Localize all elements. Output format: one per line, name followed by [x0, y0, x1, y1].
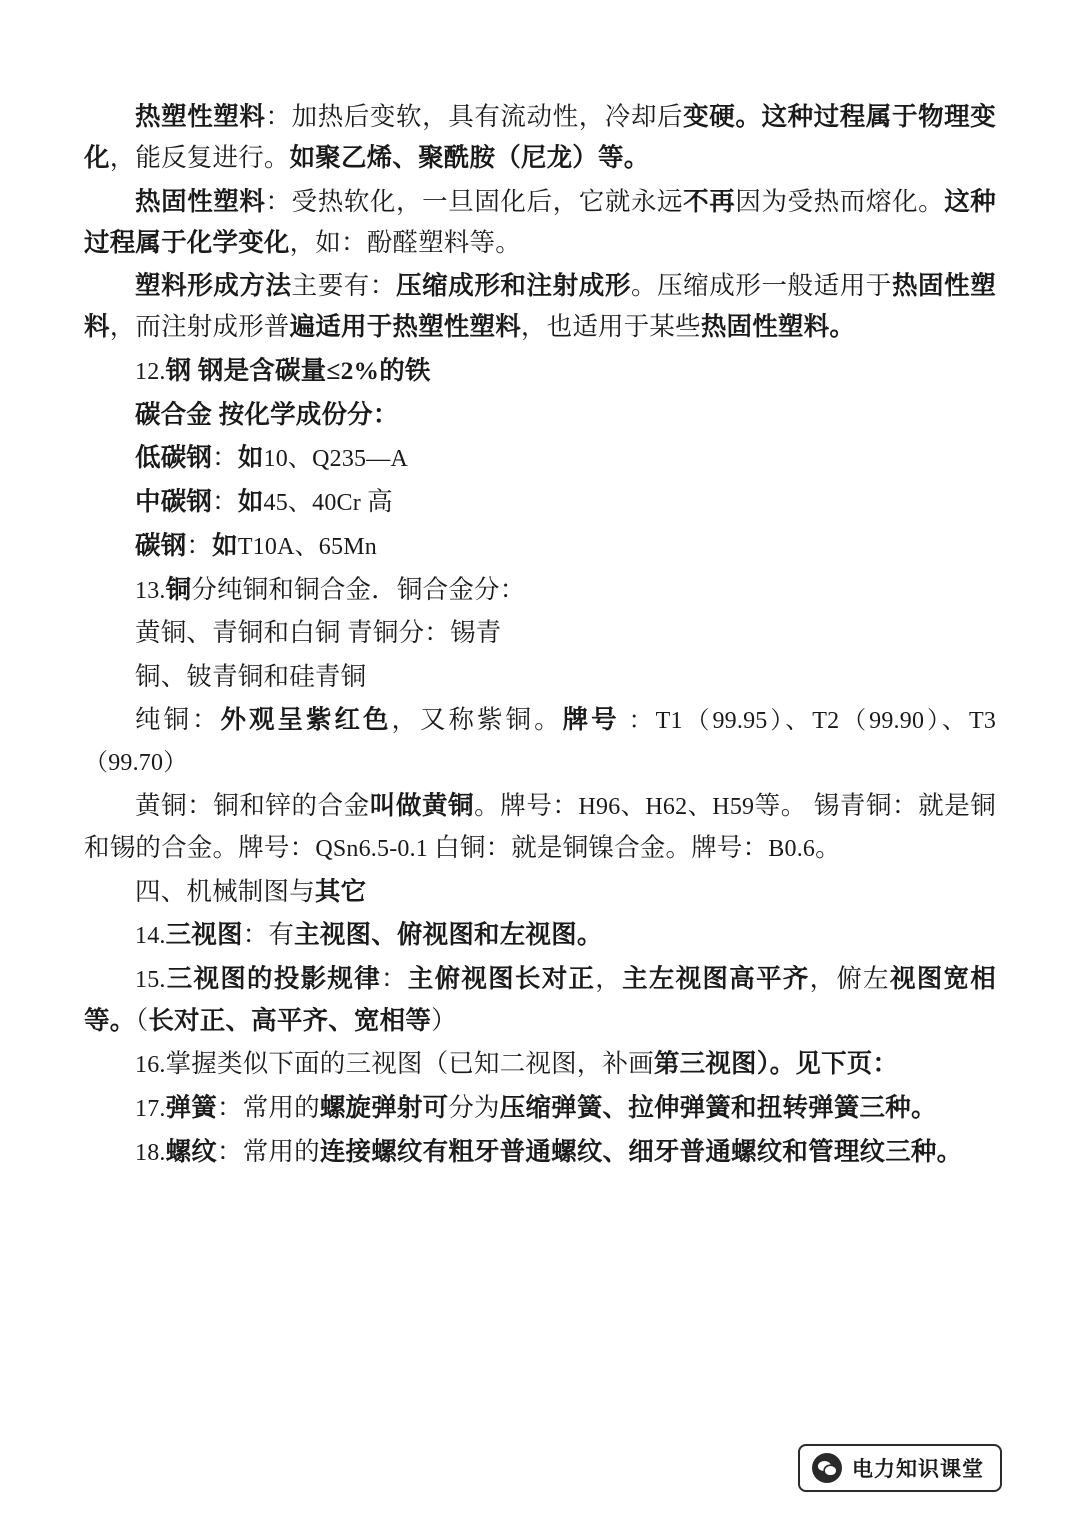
paragraph-p-17: [84, 1087, 996, 1129]
text-run: 17.: [135, 1095, 166, 1122]
text-run: 低碳钢: [135, 442, 213, 472]
text-run: 主视图、俯视图和左视图。: [294, 919, 603, 949]
text-run: 45、40Cr: [263, 489, 368, 516]
text-run: ：: [380, 963, 408, 993]
paragraph-p-brass-bronze: [84, 612, 996, 653]
text-run: 外观呈紫红色: [220, 705, 392, 735]
text-run: 中碳钢: [135, 486, 213, 516]
text-run: ，又称紫铜。: [391, 705, 563, 735]
text-run: 牌号: [562, 705, 620, 735]
text-run: H96、H62、H59: [578, 793, 755, 820]
text-run: ，而注射成形普: [109, 312, 290, 342]
text-run: 钢 钢是含碳量≤2%的铁: [165, 355, 431, 385]
text-run: 如: [237, 486, 264, 516]
text-run: 热固性塑料: [84, 271, 996, 342]
text-run: 分为: [448, 1092, 500, 1122]
text-run: 15.: [135, 966, 166, 993]
text-run: 这种过程属于化学变化: [84, 186, 997, 257]
text-run: ，能反复进行。: [109, 143, 290, 173]
paragraph-p-bronze2: [84, 656, 996, 697]
text-run: 弹簧: [165, 1092, 218, 1122]
paragraph-p-section4: [84, 871, 996, 912]
text-run: 遍适用于热塑性塑料: [289, 312, 521, 342]
text-run: 不再: [683, 186, 736, 216]
text-run: 黄铜、青铜和白铜 青铜分: [135, 618, 425, 648]
text-run: ，如：酚醛塑料等。: [289, 227, 521, 257]
text-run: ）: [431, 1005, 457, 1035]
text-run: ：受热软化，一旦固化后，它就永远: [265, 186, 684, 216]
text-run: 。牌号：: [474, 790, 579, 820]
text-run: ，也适用于某些: [520, 312, 701, 342]
text-run: 压缩弹簧、拉伸弹簧和扭转弹簧三种。: [499, 1092, 937, 1122]
text-run: QSn6.5-0.1: [315, 835, 435, 862]
text-run: 白铜：就是铜镍合金。牌号：: [434, 832, 769, 862]
text-run: 三视图的投影规律: [165, 963, 381, 993]
text-run: 碳合金 按化学成份分：: [135, 399, 399, 429]
text-run: 掌握类似下面的三视图（已知二视图，补画: [165, 1048, 654, 1078]
text-run: ：常用的: [217, 1092, 320, 1122]
text-run: 叫做黄铜: [369, 790, 475, 820]
text-run: 高: [367, 486, 393, 516]
paragraph-p-15: [84, 958, 996, 1041]
text-run: ：: [186, 530, 213, 560]
text-run: 热固性塑料: [135, 186, 266, 216]
text-run: 纯铜：: [135, 705, 221, 735]
text-run: ：: [212, 486, 238, 516]
wechat-account-name: 电力知识课堂: [852, 1458, 984, 1481]
text-run: 如聚乙烯、聚酰胺（尼龙）等。: [289, 143, 650, 173]
text-run: 其它: [314, 876, 367, 906]
text-run: 。压缩成形一般适用于: [630, 271, 892, 301]
text-run: 主俯视图长对正: [407, 963, 596, 993]
text-run: 铜: [165, 574, 192, 604]
text-run: ：T1（99.95）、T2（99.90）、T3（99.70）: [84, 708, 997, 776]
text-run: 如: [237, 442, 264, 472]
text-run: 13.: [135, 577, 166, 604]
text-run: 主要有：: [291, 271, 397, 301]
text-run: 分纯铜和铜合金．铜合金分：: [191, 574, 526, 604]
paragraph-p-13-copper: [84, 569, 996, 611]
text-run: 如: [212, 530, 238, 560]
text-run: 因为受热而熔化。: [735, 186, 945, 216]
paragraph-p-14: [84, 914, 996, 956]
text-run: 。: [815, 832, 841, 862]
text-run: 压缩成形和注射成形: [396, 271, 631, 301]
document-body: [84, 96, 996, 1173]
paragraph-p-mid-carbon: [84, 481, 996, 523]
text-run: B0.6: [768, 835, 816, 862]
text-run: 螺旋弹射可: [319, 1092, 449, 1122]
text-run: ：有: [242, 919, 295, 949]
wechat-account-badge: [798, 1444, 1002, 1492]
text-run: 碳钢: [135, 530, 187, 560]
text-run: ：锡青: [424, 618, 502, 648]
text-run: 长对正、高平齐、宽相等: [148, 1005, 432, 1035]
text-run: T10A、65Mn: [237, 533, 377, 560]
text-run: ：常用的: [217, 1136, 320, 1166]
paragraph-p-low-carbon: [84, 437, 996, 479]
text-run: 四、机械制图与: [135, 876, 315, 906]
paragraph-p-18: [84, 1131, 996, 1173]
paragraph-p-thermoset: [84, 181, 996, 264]
text-run: 10、Q235—A: [263, 445, 408, 472]
paragraph-p-12-steel: [84, 350, 996, 392]
text-run: 14.: [135, 922, 166, 949]
text-run: ，: [595, 963, 623, 993]
text-run: 18.: [135, 1139, 166, 1166]
paragraph-p-pure-copper: [84, 699, 996, 783]
text-run: 热塑性塑料: [135, 102, 266, 131]
text-run: （: [135, 1005, 149, 1035]
paragraph-p-brass-detail: [84, 785, 996, 869]
wechat-icon: [812, 1453, 842, 1483]
paragraph-p-high-carbon: [84, 525, 996, 567]
text-run: 三视图: [165, 919, 243, 949]
text-run: ：: [212, 442, 238, 472]
paragraph-p-carbon-alloy: [84, 394, 996, 435]
text-run: 视图宽相等。: [84, 963, 996, 1035]
text-run: 12.: [135, 358, 166, 385]
text-run: 黄铜：铜和锌的合金: [135, 790, 370, 820]
text-run: 第三视图）。见下页：: [653, 1048, 899, 1078]
text-run: 螺纹: [165, 1136, 218, 1166]
text-run: 变硬。这种过程属于物理变化: [84, 102, 996, 173]
text-run: 塑料形成方法: [135, 271, 292, 301]
text-run: 16.: [135, 1051, 166, 1078]
text-run: ：加热后变软，具有流动性，冷却后: [265, 102, 684, 131]
text-run: 等。 锡青铜：就是铜和锡的合金。牌号：: [84, 790, 996, 862]
text-run: 连接螺纹有粗牙普通螺纹、细牙普通螺纹和管理纹三种。: [319, 1136, 963, 1166]
paragraph-p-16: [84, 1043, 996, 1085]
text-run: 铜、铍青铜和硅青铜: [135, 661, 367, 691]
paragraph-p-thermoplastic: [84, 96, 996, 179]
text-run: 主左视图高平齐: [622, 963, 810, 993]
paragraph-p-forming: [84, 265, 996, 348]
text-run: 热固性塑料。: [700, 312, 856, 342]
text-run: ，俯左: [809, 963, 890, 993]
